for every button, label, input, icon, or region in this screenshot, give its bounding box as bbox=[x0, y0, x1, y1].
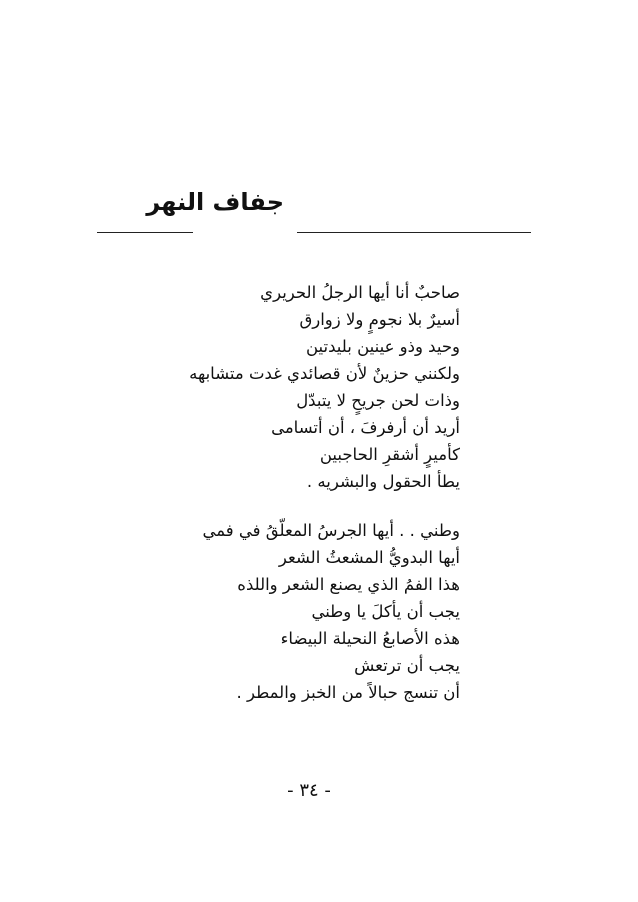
verse-line: ولكنني حزينٌ لأن قصائدي غدت متشابهه bbox=[189, 364, 460, 383]
poem-title: جفاف النهر bbox=[146, 188, 284, 216]
verse-line: هذا الفمُ الذي يصنع الشعر واللذه bbox=[237, 575, 460, 594]
verse-line: أيها البدويُّ المشعثُ الشعر bbox=[278, 548, 460, 567]
verse-line: يجب أن يأكلَ يا وطني bbox=[311, 602, 460, 621]
verse-line: وحيد وذو عينين بليدتين bbox=[306, 337, 460, 356]
page-number: - ٣٤ - bbox=[287, 780, 331, 801]
verse-line: صاحبٌ أنا أيها الرجلُ الحريري bbox=[260, 283, 460, 302]
stanza-1 bbox=[189, 279, 460, 495]
verse-line: يطأ الحقول والبشريه . bbox=[306, 472, 460, 491]
verse-line: أن تنسج حبالاً من الخبز والمطر . bbox=[236, 683, 460, 702]
verse-line: أسيرٌ بلا نجومٍ ولا زوارق bbox=[299, 310, 460, 329]
title-rule-left bbox=[97, 232, 193, 233]
title-rule-right bbox=[297, 232, 531, 233]
stanza-2 bbox=[202, 517, 460, 706]
verse-line: وطني . . أيها الجرسُ المعلّقُ في فمي bbox=[202, 521, 460, 540]
verse-line: وذات لحن جريحٍ لا يتبدّل bbox=[296, 391, 460, 410]
verse-line: أريد أن أرفرفَ ، أن أتسامى bbox=[271, 418, 460, 437]
verse-line: يجب أن ترتعش bbox=[354, 656, 460, 675]
verse-line: كأميرٍ أشقرِ الحاجبين bbox=[319, 445, 460, 464]
verse-line: هذه الأصابعُ النحيلة البيضاء bbox=[280, 629, 460, 648]
